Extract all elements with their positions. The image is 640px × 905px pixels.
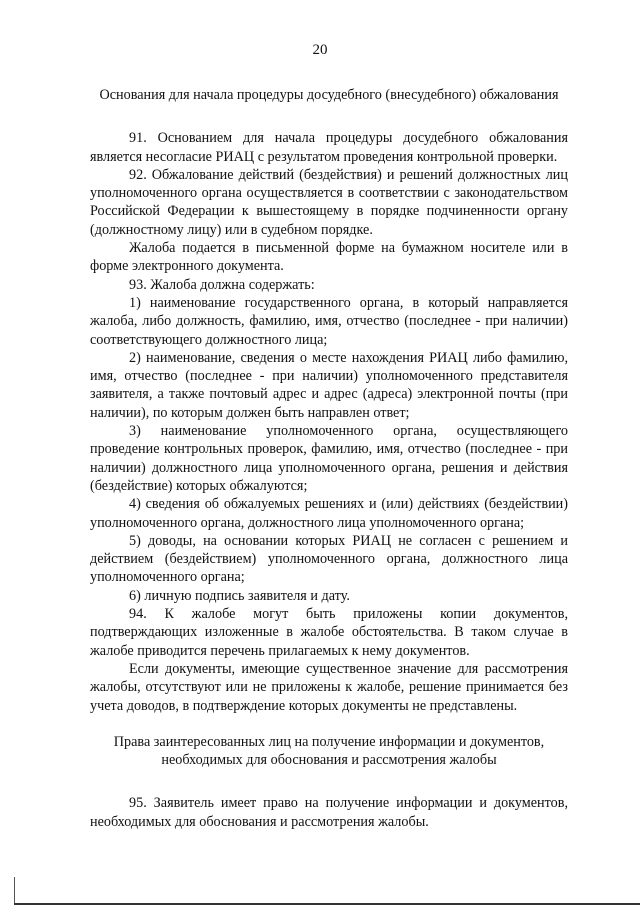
paragraph-91: 91. Основанием для начала процедуры досудебного обжалования является несогласие РИАЦ с результатом проведения контрольной проверки. [90,130,568,165]
list-item-5: 5) доводы, на основании которых РИАЦ не согласен с решением и действием (бездействием) уполномоченного органа, должностного лица уполномоченного органа; [90,532,568,586]
section-heading-appeal-grounds: Основания для начала процедуры досудебного (внесудебного) обжалования [99,87,559,103]
scan-margin-mark [14,877,15,905]
paragraph-92: 92. Обжалование действий (бездействия) и решений должностных лиц уполномоченного органа осуществляется в соответствии с законодательством Российской Федерации к вышестоящему в порядке подчиненности органу (должностному лицу) или в судебном порядке. [90,166,568,238]
section-heading-information-rights: Права заинтересованных лиц на получение информации и документов, необходимых для обоснования и рассмотрения жалобы [113,733,545,769]
paragraph-missing-documents: Если документы, имеющие существенное значение для рассмотрения жалобы, отсутствуют или не приложены к жалобе, решение принимается без учета доводов, в подтверждение которых документы не представлены. [90,660,568,714]
paragraph-complaint-form: Жалоба подается в письменной форме на бумажном носителе или в форме электронного документа. [90,240,568,275]
paragraph-93: 93. Жалоба должна содержать: [129,276,315,293]
list-item-3: 3) наименование уполномоченного органа, осуществляющего проведение контрольных проверок, фамилию, имя, отчество (последнее - при наличии) должностного лица уполномоченного органа, решения и действия (бездействие) которых обжалуются; [90,423,568,494]
list-item-1: 1) наименование государственного органа, в который направляется жалоба, либо должность, фамилию, имя, отчество (последнее - при наличии) соответствующего должностного лица; [90,294,568,348]
list-item-4: 4) сведения об обжалуемых решениях и (или) действиях (бездействии) уполномоченного органа, должностного лица уполномоченного органа; [90,496,568,531]
list-item-6: 6) личную подпись заявителя и дату. [129,587,350,604]
list-item-2: 2) наименование, сведения о месте нахождения РИАЦ либо фамилию, имя, отчество (последнее - при наличии) уполномоченного представителя заявителя, а также почтовый адрес и адрес (адреса) электронной почты (при наличии), по которым должен быть направлен ответ; [90,349,568,421]
page-number: 20 [312,42,328,58]
document-body [90,86,568,831]
paragraph-94: 94. К жалобе могут быть приложены копии документов, подтверждающих изложенные в жалобе обстоятельства. В таком случае в жалобе приводится перечень прилагаемых к нему документов. [90,606,568,659]
paragraph-95: 95. Заявитель имеет право на получение информации и документов, необходимых для обоснования и рассмотрения жалобы. [90,795,568,830]
